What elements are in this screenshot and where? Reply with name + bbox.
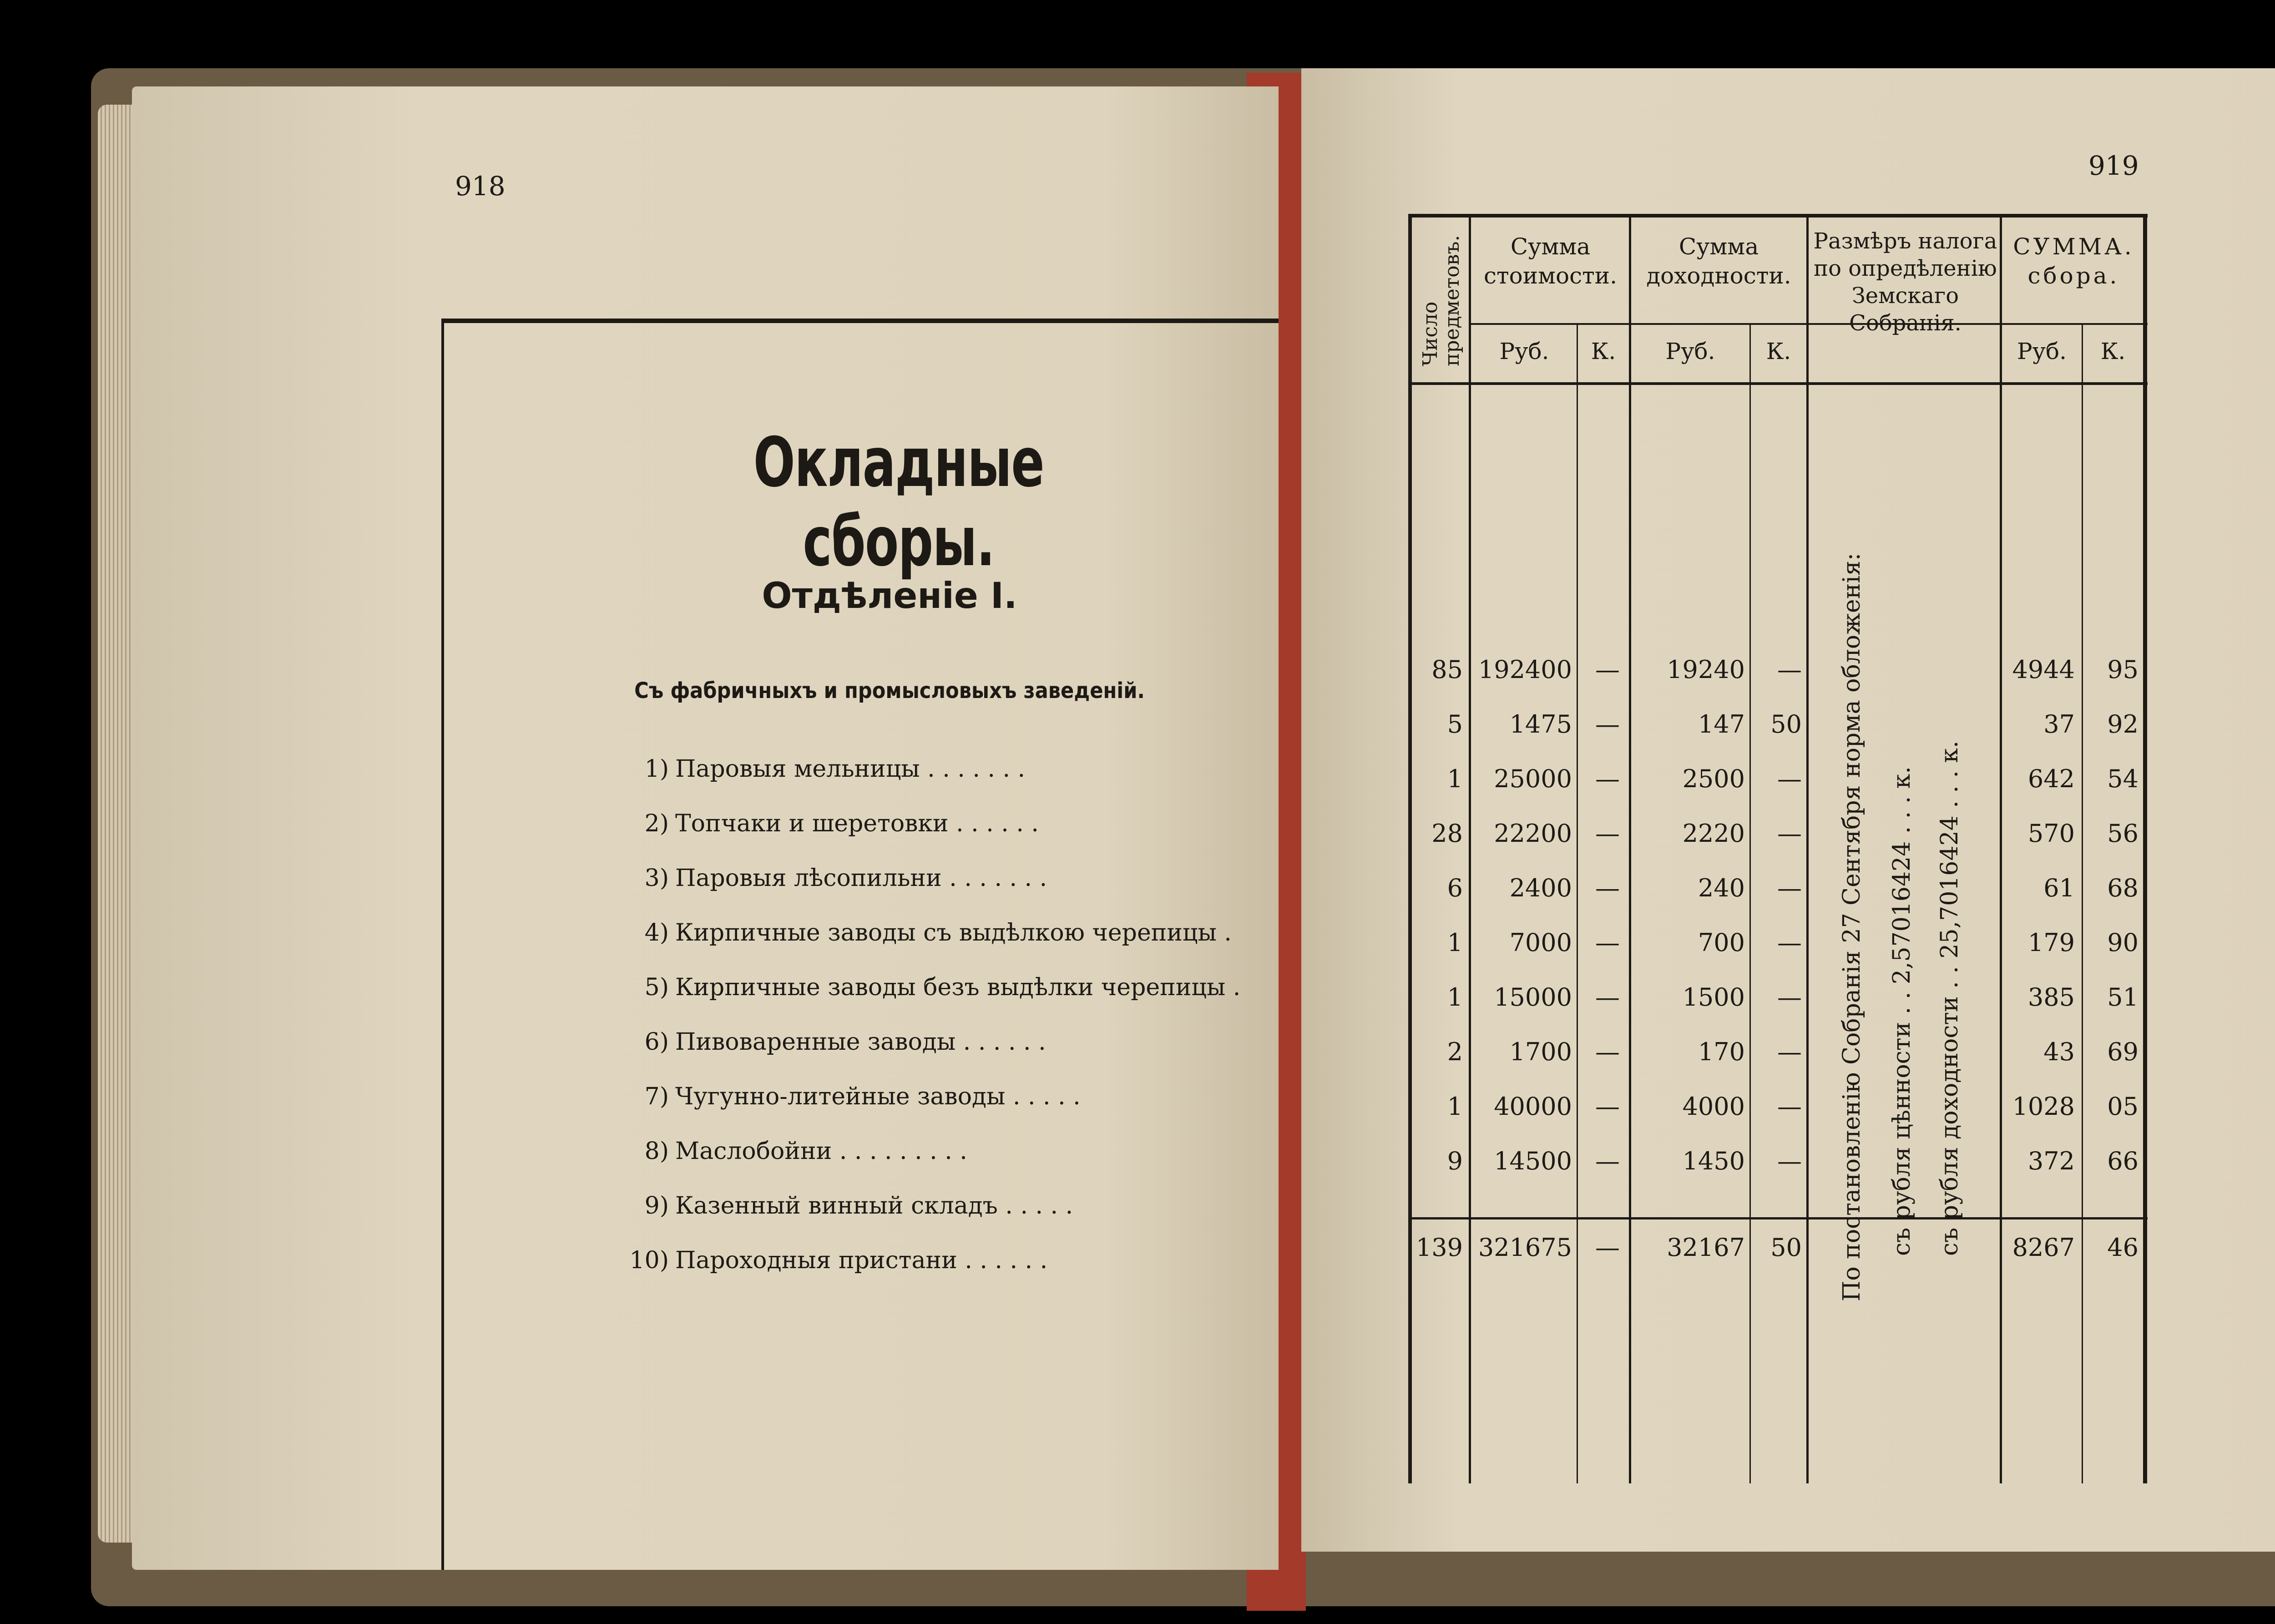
totals-cell-income-r: 32167	[1667, 1233, 1745, 1262]
table-row-cell-income-r: 170	[1698, 1037, 1745, 1066]
list-item: 10) Пароходныя пристани . . . . . .	[629, 1247, 1048, 1274]
col-rule	[1469, 214, 1471, 1483]
table-row-cell-total-k: 56	[2107, 819, 2138, 848]
table-row-cell-total-k: 66	[2107, 1147, 2138, 1175]
rate-note-main: По постановленію Собранія 27 Сентября норма обложенія:	[1838, 552, 1866, 1301]
header-kop: К.	[2100, 338, 2126, 364]
table-row-cell-income-k: —	[1777, 928, 1802, 957]
col-rule	[1806, 214, 1809, 1483]
table-row-cell-total-k: 69	[2107, 1037, 2138, 1066]
header-value: Сумма стоимости.	[1484, 233, 1617, 289]
table-row-cell-income-k: —	[1777, 983, 1802, 1012]
table-row-cell-total-k: 51	[2107, 983, 2138, 1012]
table-row-cell-total-k: 05	[2107, 1092, 2138, 1121]
table-row-cell-total-r: 372	[2027, 1147, 2075, 1175]
table-row-cell-income-k: —	[1777, 655, 1802, 684]
table-row-cell-total-r: 179	[2027, 928, 2075, 957]
table-row-cell-value-r: 15000	[1494, 983, 1572, 1012]
list-item: 2) Топчаки и шеретовки . . . . . .	[644, 810, 1039, 837]
table-row-cell-count: 1	[1447, 764, 1463, 793]
table-row-cell-total-r: 4944	[2012, 655, 2075, 684]
table-left-rule	[1408, 214, 1412, 1483]
col-rule	[2082, 323, 2083, 1483]
table-row-cell-value-k: —	[1595, 764, 1620, 793]
assessment-table	[1408, 214, 2148, 1483]
page-title: Окладные сборы.	[753, 423, 1044, 582]
list-item: 1) Паровыя мельницы . . . . . . .	[644, 755, 1026, 783]
table-row-cell-value-r: 1475	[1509, 710, 1572, 739]
table-row-cell-income-r: 1450	[1682, 1147, 1745, 1175]
table-row-cell-income-r: 1500	[1682, 983, 1745, 1012]
table-top-rule	[1408, 214, 2148, 218]
table-row-cell-total-r: 37	[2043, 710, 2075, 739]
header-kop: К.	[1591, 338, 1616, 364]
table-row-cell-income-k: 50	[1770, 710, 1802, 739]
table-row-cell-total-k: 92	[2107, 710, 2138, 739]
table-row-cell-value-k: —	[1595, 928, 1620, 957]
table-row-cell-income-r: 700	[1698, 928, 1745, 957]
table-row-cell-count: 1	[1447, 983, 1463, 1012]
table-row-cell-value-k: —	[1595, 655, 1620, 684]
table-row-cell-income-k: —	[1777, 874, 1802, 902]
totals-rule	[1408, 1217, 2148, 1219]
col-rule	[1749, 323, 1751, 1483]
table-row-cell-income-r: 2220	[1682, 819, 1745, 848]
section-heading: Отдѣленіе I.	[762, 576, 1017, 617]
col-rule	[1629, 214, 1631, 1483]
table-row-cell-value-k: —	[1595, 710, 1620, 739]
table-row-cell-count: 6	[1447, 874, 1463, 902]
header-bottom-rule	[1408, 382, 2148, 385]
rate-note-value: съ рубля цѣнности . . 2,57016424 . . . к.	[1888, 766, 1916, 1256]
header-kop: К.	[1766, 338, 1791, 364]
totals-cell-income-k: 50	[1770, 1233, 1802, 1262]
table-row-cell-count: 1	[1447, 928, 1463, 957]
table-row-cell-income-r: 240	[1698, 874, 1745, 902]
col-rule	[2000, 214, 2002, 1483]
table-row-cell-income-k: —	[1777, 1037, 1802, 1066]
table-row-cell-total-k: 90	[2107, 928, 2138, 957]
page-number-right: 919	[2088, 150, 2139, 181]
table-row-cell-total-r: 61	[2043, 874, 2075, 902]
list-item: 5) Кирпичные заводы безъ выдѣлки черепицы .	[644, 974, 1241, 1001]
list-item: 8) Маслобойни . . . . . . . . .	[644, 1138, 967, 1165]
table-row-cell-count: 85	[1431, 655, 1463, 684]
table-row-cell-income-r: 2500	[1682, 764, 1745, 793]
table-row-cell-count: 28	[1431, 819, 1463, 848]
table-row-cell-total-r: 642	[2027, 764, 2075, 793]
totals-cell-total-r: 8267	[2012, 1233, 2075, 1262]
header-rub: Руб.	[1665, 338, 1715, 364]
table-row-cell-count: 9	[1447, 1147, 1463, 1175]
table-row-cell-value-r: 14500	[1494, 1147, 1572, 1175]
table-row-cell-total-k: 68	[2107, 874, 2138, 902]
table-row-cell-value-r: 22200	[1494, 819, 1572, 848]
table-row-cell-total-r: 1028	[2012, 1092, 2075, 1121]
table-right-rule	[2143, 214, 2147, 1483]
table-row-cell-count: 1	[1447, 1092, 1463, 1121]
table-row-cell-count: 2	[1447, 1037, 1463, 1066]
table-row-cell-value-r: 7000	[1509, 928, 1572, 957]
left-page	[132, 86, 1279, 1570]
rate-note-income: съ рубля доходности . . 25,7016424 . . . к.	[1936, 740, 1963, 1256]
table-row-cell-value-k: —	[1595, 1147, 1620, 1175]
table-row-cell-value-r: 40000	[1494, 1092, 1572, 1121]
table-row-cell-income-k: —	[1777, 819, 1802, 848]
table-row-cell-value-k: —	[1595, 1092, 1620, 1121]
table-row-cell-total-r: 570	[2027, 819, 2075, 848]
table-row-cell-total-r: 43	[2043, 1037, 2075, 1066]
header-rate: Размѣръ налога по опредѣленію Земскаго Собранія.	[1813, 228, 1997, 336]
table-row-cell-total-r: 385	[2027, 983, 2075, 1012]
table-row-cell-income-k: —	[1777, 1147, 1802, 1175]
totals-cell-value-k: —	[1595, 1233, 1620, 1262]
table-row-cell-total-k: 95	[2107, 655, 2138, 684]
table-row-cell-value-r: 25000	[1494, 764, 1572, 793]
table-row-cell-income-k: —	[1777, 764, 1802, 793]
table-row-cell-count: 5	[1447, 710, 1463, 739]
list-item: 7) Чугунно-литейные заводы . . . . .	[644, 1083, 1081, 1110]
page-number-left: 918	[455, 171, 506, 202]
table-row-cell-income-r: 4000	[1682, 1092, 1745, 1121]
header-count: Число предметовъ.	[1419, 235, 1464, 366]
list-item: 6) Пивоваренные заводы . . . . . .	[644, 1028, 1046, 1056]
table-row-cell-value-k: —	[1595, 819, 1620, 848]
table-row-cell-value-r: 192400	[1478, 655, 1572, 684]
table-row-cell-income-r: 19240	[1667, 655, 1745, 684]
totals-cell-value-r: 321675	[1478, 1233, 1572, 1262]
header-total: СУММА. сбора.	[2013, 233, 2134, 289]
list-item: 4) Кирпичные заводы съ выдѣлкою черепицы .	[644, 919, 1232, 946]
col-rule	[1577, 323, 1578, 1483]
header-rub: Руб.	[2017, 338, 2067, 364]
table-row-cell-value-k: —	[1595, 874, 1620, 902]
table-row-cell-total-k: 54	[2107, 764, 2138, 793]
table-row-cell-value-r: 2400	[1509, 874, 1572, 902]
header-income: Сумма доходности.	[1646, 233, 1791, 289]
list-item: 3) Паровыя лѣсопильни . . . . . . .	[644, 865, 1047, 892]
table-row-cell-income-r: 147	[1698, 710, 1745, 739]
totals-cell-count: 139	[1416, 1233, 1463, 1262]
table-row-cell-income-k: —	[1777, 1092, 1802, 1121]
header-subrule	[1470, 323, 2148, 325]
totals-cell-total-k: 46	[2107, 1233, 2138, 1262]
table-row-cell-value-k: —	[1595, 983, 1620, 1012]
table-row-cell-value-r: 1700	[1509, 1037, 1572, 1066]
list-item: 9) Казенный винный складъ . . . . .	[644, 1192, 1073, 1219]
header-rub: Руб.	[1499, 338, 1549, 364]
table-row-cell-value-k: —	[1595, 1037, 1620, 1066]
section-subtitle: Съ фабричныхъ и промысловыхъ заведеній.	[634, 678, 1145, 703]
